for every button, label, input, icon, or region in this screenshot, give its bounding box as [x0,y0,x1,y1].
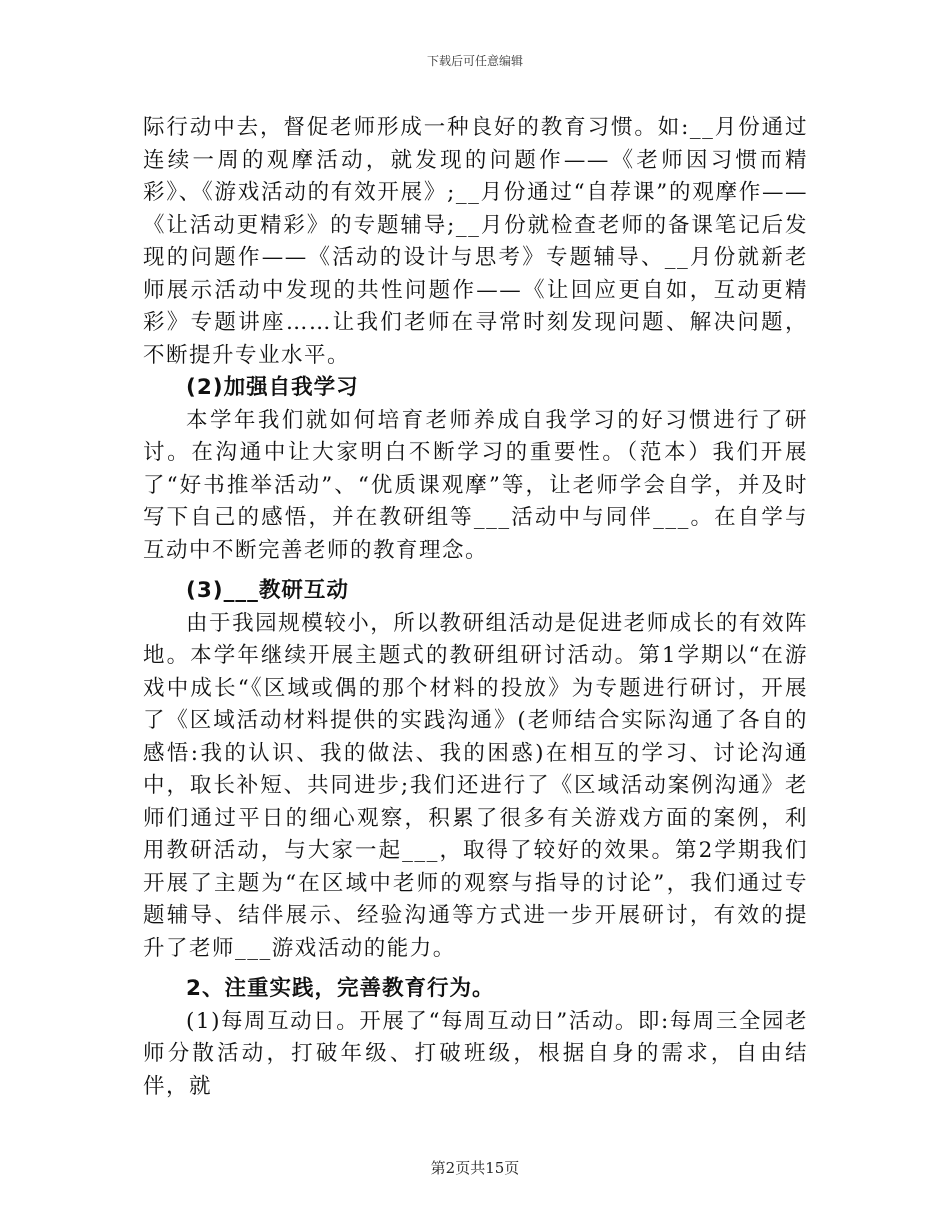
page-footer: 第2页共15页 [430,1159,520,1177]
paragraph-continuation: 际行动中去，督促老师形成一种良好的教育习惯。如:__月份通过连续一周的观摩活动，就发现的问题作——《老师因习惯而精彩》、《游戏活动的有效开展》;__月份通过“自荐课”的观摩作——《让活动更精彩》的专题辅导;__月份就检查老师的备课笔记后发现的问题作——《活动的设计与思考》专题辅导、__月份就新老师展示活动中发现的共性问题作——《让回应更自如，互动更精彩》专题讲座……让我们老师在寻常时刻发现问题、解决问题，不断提升专业水平。 [143,115,808,368]
section-heading-practice: 2、注重实践，完善教育行为。 [186,976,495,1001]
paragraph-weekly-interaction-day: (1)每周互动日。开展了“每周互动日”活动。即:每周三全园老师分散活动，打破年级、打破班级，根据自身的需求，自由结伴，就 [143,1008,808,1099]
paragraph-research-interaction: 由于我园规模较小，所以教研组活动是促进老师成长的有效阵地。本学年继续开展主题式的教研组研讨活动。第1学期以“在游戏中成长“《区域或偶的那个材料的投放》为专题进行研讨，开展了《区域活动材料提供的实践沟通》(老师结合实际沟通了各自的感悟:我的认识、我的做法、我的困惑)在相互的学习、讨论沟通中，取长补短、共同进步;我们还进行了《区域活动案例沟通》老师们通过平日的细心观察，积累了很多有关游戏方面的案例，利用教研活动，与大家一起___，取得了较好的效果。第2学期我们开展了主题为“在区域中老师的观察与指导的讨论”，我们通过专题辅导、结伴展示、经验沟通等方式进一步开展研讨，有效的提升了老师___游戏活动的能力。 [143,610,808,961]
page-header: 下载后可任意编辑 [426,54,523,68]
section-heading-research-interaction: (3)___教研互动 [186,578,349,603]
section-heading-self-study: (2)加强自我学习 [186,375,359,400]
paragraph-self-study: 本学年我们就如何培育老师养成自我学习的好习惯进行了研讨。在沟通中让大家明白不断学习的重要性。（范本）我们开展了“好书推举活动”、“优质课观摩”等，让老师学会自学，并及时写下自己的感悟，并在教研组等___活动中与同伴___。在自学与互动中不断完善老师的教育理念。 [143,407,808,563]
document-body [143,112,808,1103]
